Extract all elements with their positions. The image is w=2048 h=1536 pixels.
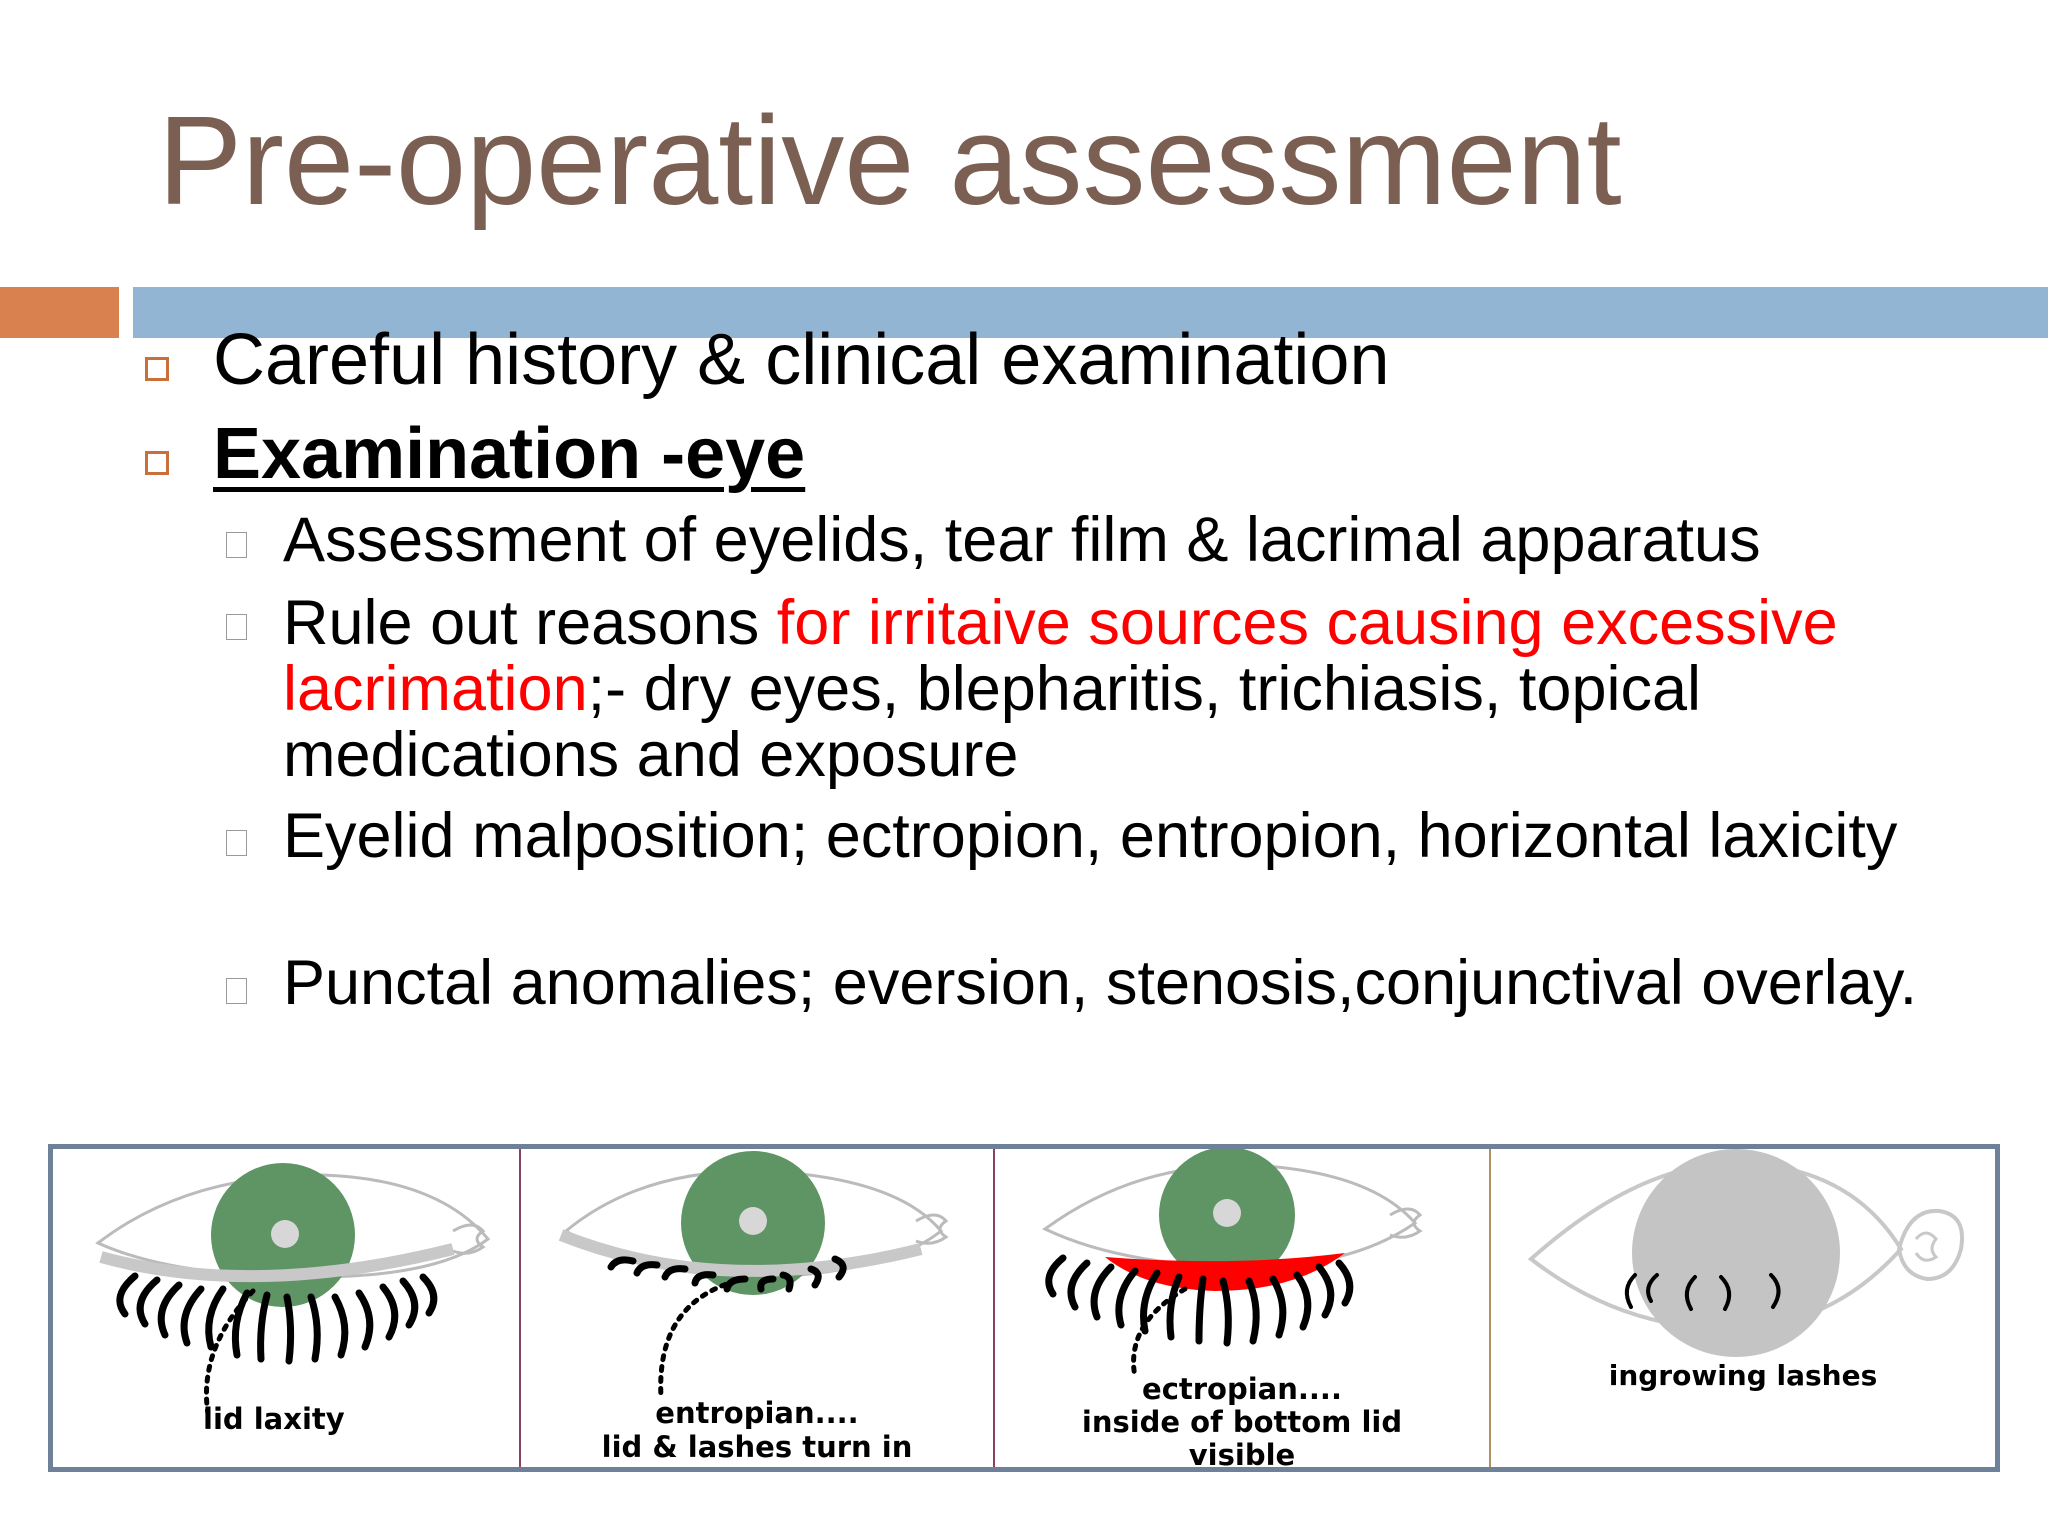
sub-bullet-box-icon: [226, 532, 247, 558]
eyelid-figure-strip: [48, 1144, 2000, 1472]
caption-ingrowing-lashes: ingrowing lashes: [1608, 1359, 1878, 1392]
sub-bullet-box-icon: [226, 614, 247, 640]
panel-ingrowing-lashes: [1491, 1149, 1995, 1467]
sub-bullet-box-icon: [226, 978, 247, 1004]
panel-ectropion: [995, 1149, 1489, 1472]
caption-lid-laxity: lid laxity: [203, 1402, 345, 1436]
caption-ectropion-line-3: visible: [1188, 1438, 1296, 1472]
iris-icon: [1632, 1149, 1840, 1357]
caption-entropion-line-2: lid & lashes turn in: [601, 1430, 913, 1464]
rule-out-prefix: Rule out reasons: [283, 588, 777, 658]
bullet-square-icon: [145, 451, 169, 475]
sub-bullet-rule-out: [283, 590, 2023, 788]
sub-bullet-punctal: Punctal anomalies; eversion, stenosis,conjunctival overlay.: [283, 948, 1918, 1018]
caption-entropion-line-1: entropian....: [655, 1396, 859, 1430]
sub-bullet-malposition: Eyelid malposition; ectropion, entropion, horizontal laxicity: [283, 801, 1898, 871]
bullet-examination-heading: Examination -eye: [213, 414, 806, 494]
sub-bullet-eyelid-assessment: Assessment of eyelids, tear film & lacrimal apparatus: [283, 505, 1761, 575]
rule-out-highlight: for irritaive sources causing excessive lacrimation: [283, 588, 1838, 724]
caption-ectropion-line-2: inside of bottom lid: [1081, 1405, 1403, 1439]
panel-lid-laxity: [53, 1149, 521, 1467]
slide-title: Pre-operative assessment: [158, 90, 1622, 231]
bullet-square-icon: [145, 357, 169, 381]
accent-bar-orange: [0, 287, 119, 338]
rule-out-suffix: ;- dry eyes, blepharitis, trichiasis, topical medications and exposure: [283, 654, 1702, 790]
bullet-history: Careful history & clinical examination: [213, 320, 1390, 400]
eye-ingrowing-lashes-illustration: [1491, 1149, 1995, 1467]
caption-ectropion-line-1: ectropian....: [1142, 1372, 1342, 1406]
panel-entropion: [521, 1149, 993, 1467]
sub-bullet-box-icon: [226, 830, 247, 856]
